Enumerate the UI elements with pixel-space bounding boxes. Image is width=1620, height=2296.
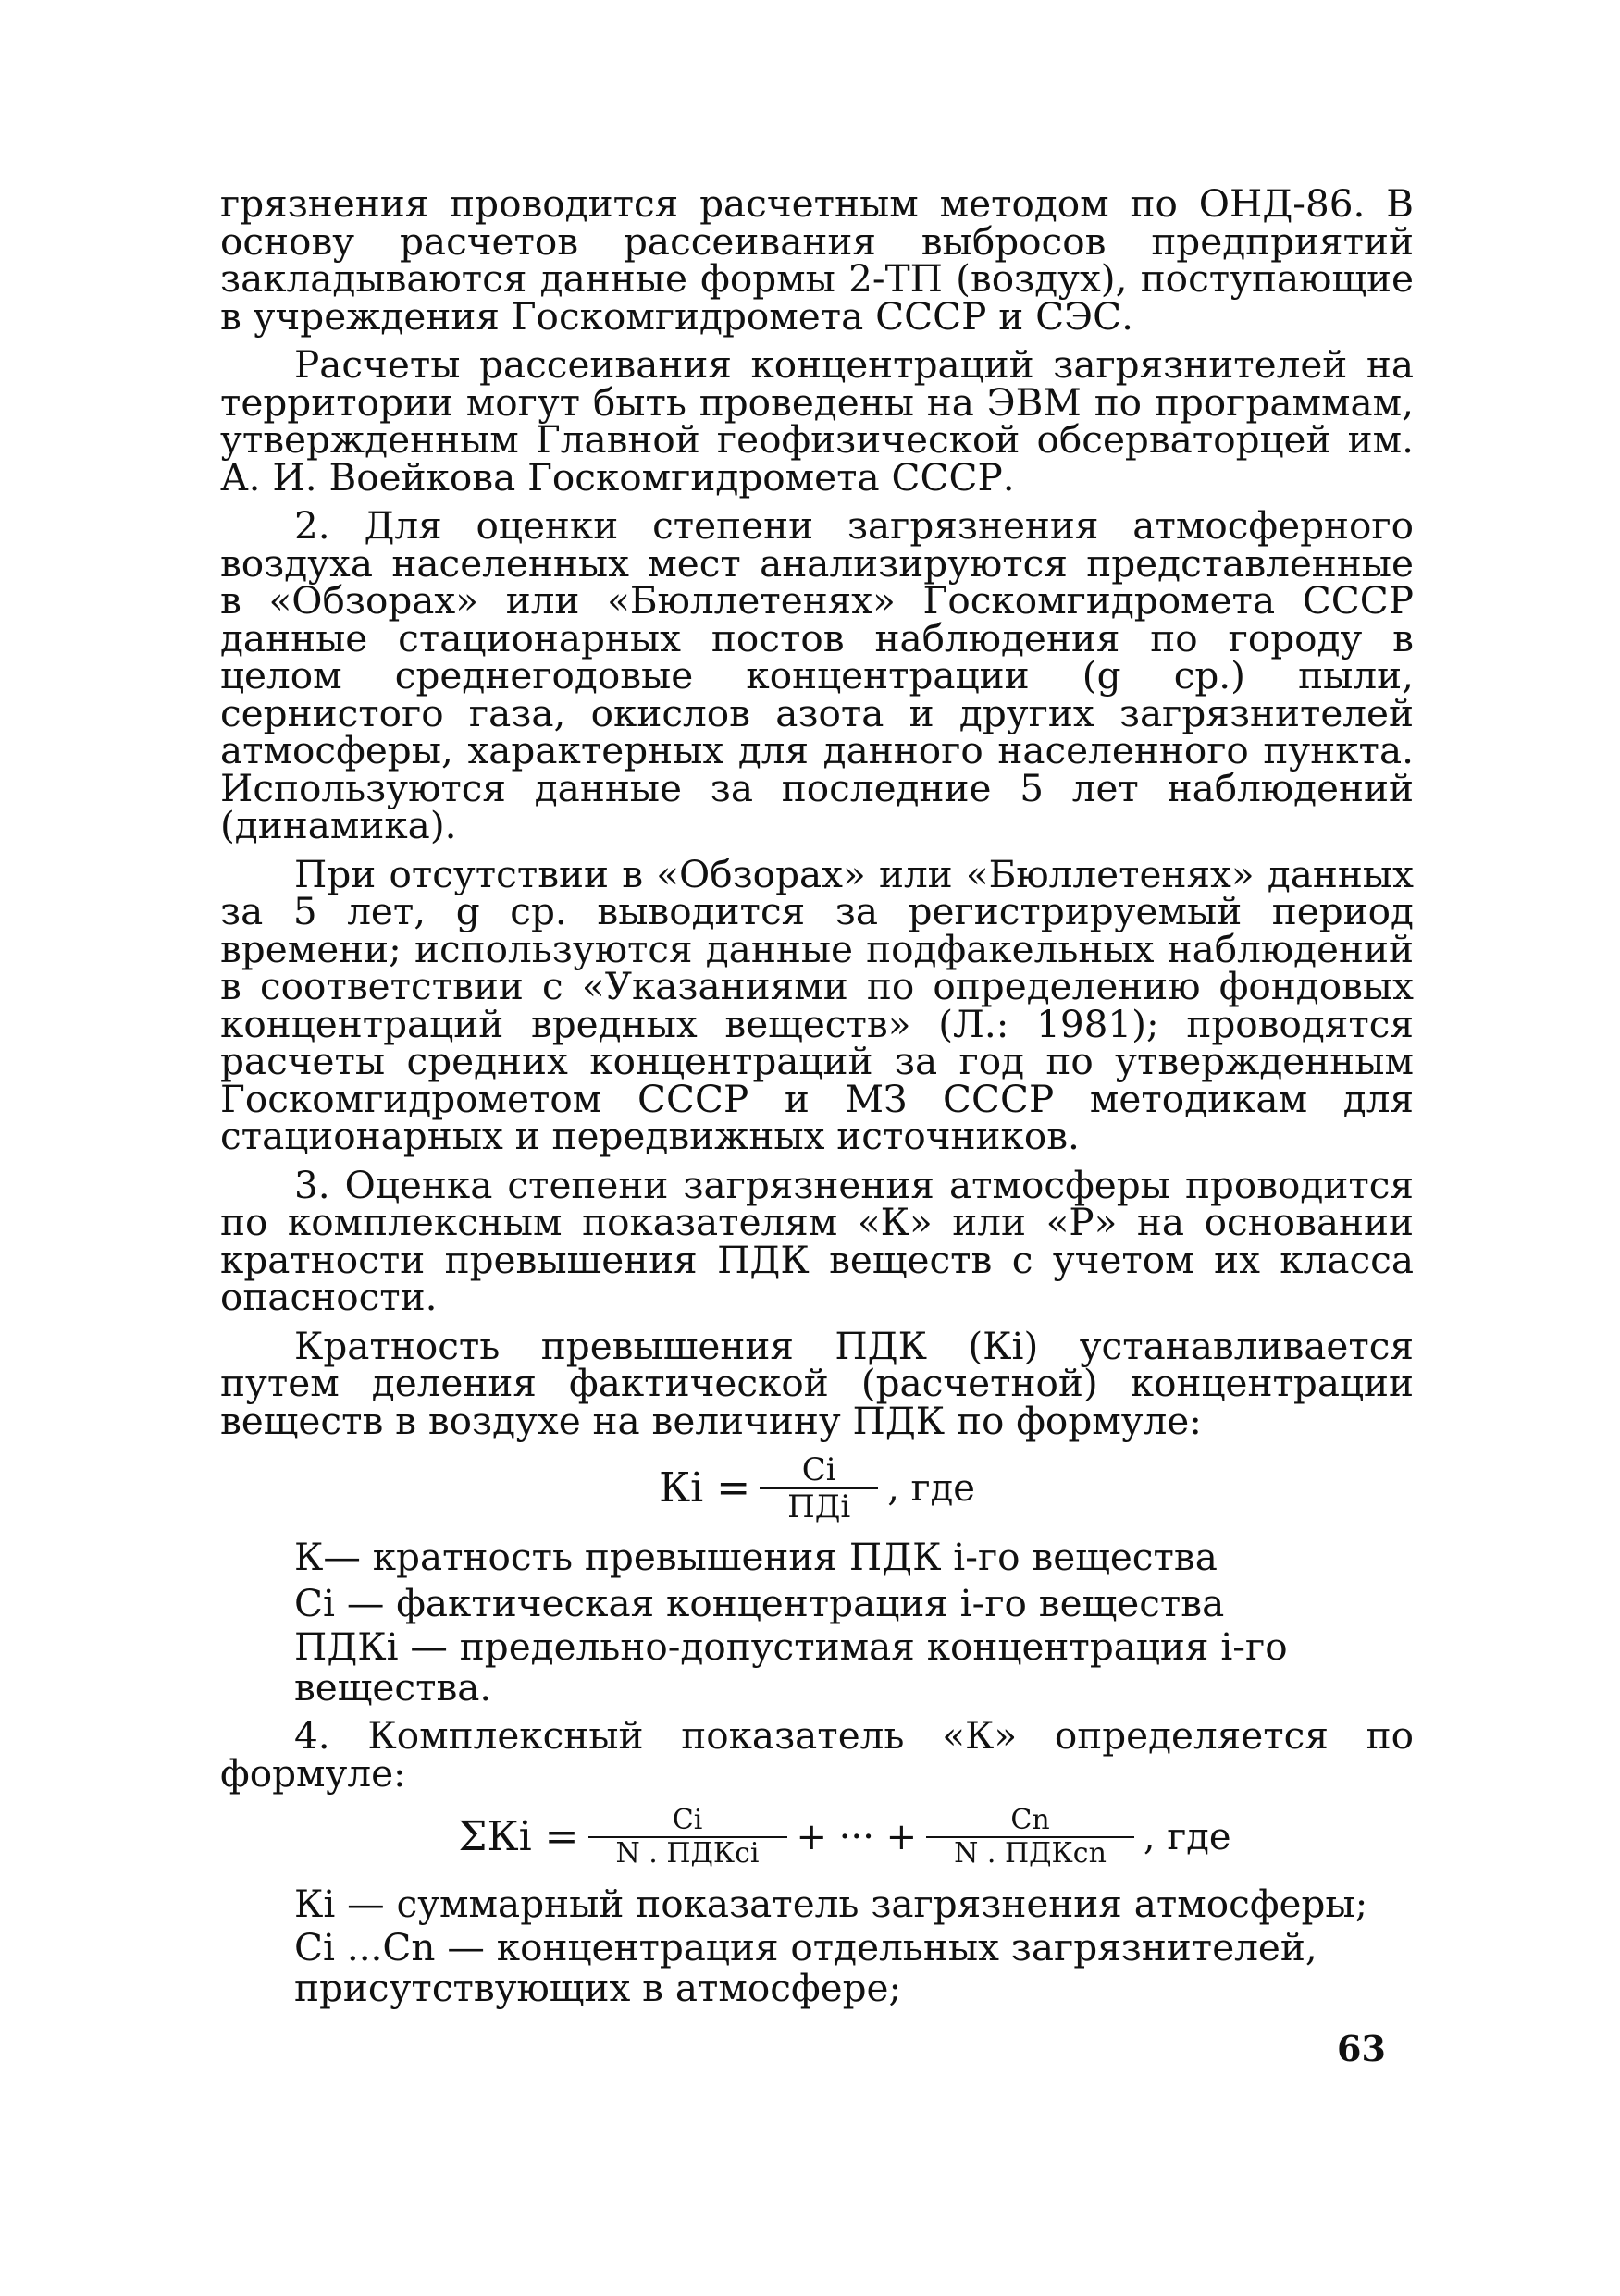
definition-line: Ci — фактическая концентрация i-го вещества: [294, 1581, 1225, 1625]
page-body: [220, 181, 1414, 2018]
formula-ratio-fraction: [760, 1452, 878, 1524]
paragraph-2: Расчеты рассеивания концентраций загрязнителей на территории могут быть проведены на ЭВМ по программам, утвержденным Главной геофизической обсерваторцей им. А. И. Воейкова Госкомгидромета СССР.: [220, 342, 1414, 500]
formula-ratio: [220, 1452, 1414, 1524]
formula-complex-term1-numerator: Ci: [672, 1804, 703, 1836]
formula-complex-term2-denominator: N . ПДКcn: [926, 1836, 1134, 1870]
definitions-ratio: [220, 1534, 1414, 1708]
definitions-complex: [220, 1881, 1414, 2008]
paragraph-7: 4. Комплексный показатель «К» определяется по формуле:: [220, 1713, 1414, 1796]
formula-complex-term2-numerator: Cn: [1010, 1804, 1050, 1836]
formula-complex-ellipsis: + ··· +: [796, 1815, 918, 1858]
paragraph-6: Кратность превышения ПДК (Кi) устанавливается путем деления фактической (расчетной) концентрации веществ в воздухе на величину ПДК по формуле:: [220, 1323, 1414, 1443]
page-number: 63: [1337, 2028, 1386, 2069]
paragraph-1: грязнения проводится расчетным методом по ОНД-86. В основу расчетов рассеивания выбросов предприятий закладываются данные формы 2-ТП (воздух), поступающие в учреждения Госкомгидромета СССР и СЭС.: [220, 181, 1414, 339]
formula-complex-term1: [588, 1805, 787, 1870]
formula-ratio-denominator: ПДi: [760, 1487, 878, 1524]
paragraph-4: При отсутствии в «Обзорах» или «Бюллетенях» данных за 5 лет, g ср. выводится за регистрируемый период времени; используются данные подфакельных наблюдений в соответствии с «Указаниями по определению фондовых концентраций вредных веществ» (Л.: 1981); проводятся расчеты средних концентраций за год по утвержденным Госкомгидрометом СССР и МЗ СССР методикам для стационарных и передвижных источников.: [220, 851, 1414, 1158]
definition-line: ПДКi — предельно-допустимая концентрация i-го вещества.: [294, 1624, 1288, 1710]
formula-ratio-suffix: , где: [887, 1466, 975, 1510]
definition-line: Кi — суммарный показатель загрязнения атмосферы;: [294, 1882, 1368, 1926]
definition-line: Ci ...Cn — концентрация отдельных загрязнителей, присутствующих в атмосфере;: [294, 1925, 1317, 2010]
formula-complex-lhs: ΣКi =: [458, 1812, 579, 1860]
paragraph-5: 3. Оценка степени загрязнения атмосферы проводится по комплексным показателям «К» или «Р» на основании кратности превышения ПДК веществ с учетом их класса опасности.: [220, 1162, 1414, 1319]
formula-ratio-lhs: Кi =: [659, 1463, 751, 1512]
definition-line: К— кратность превышения ПДК i-го вещества: [294, 1535, 1218, 1579]
paragraph-3: 2. Для оценки степени загрязнения атмосферного воздуха населенных мест анализируются представленные в «Обзорах» или «Бюллетенях» Госкомгидромета СССР данные стационарных постов наблюдения по городу в целом среднегодовые концентрации (g ср.) пыли, сернистого газа, окислов азота и других загрязнителей атмосферы, характерных для данного населенного пункта. Используются данные за последние 5 лет наблюдений (динамика).: [220, 503, 1414, 847]
formula-complex: [276, 1805, 1414, 1870]
formula-complex-term1-denominator: N . ПДКci: [588, 1836, 787, 1870]
formula-complex-term2: [926, 1805, 1134, 1870]
formula-complex-suffix: , где: [1143, 1815, 1231, 1858]
formula-ratio-numerator: Ci: [801, 1451, 836, 1488]
